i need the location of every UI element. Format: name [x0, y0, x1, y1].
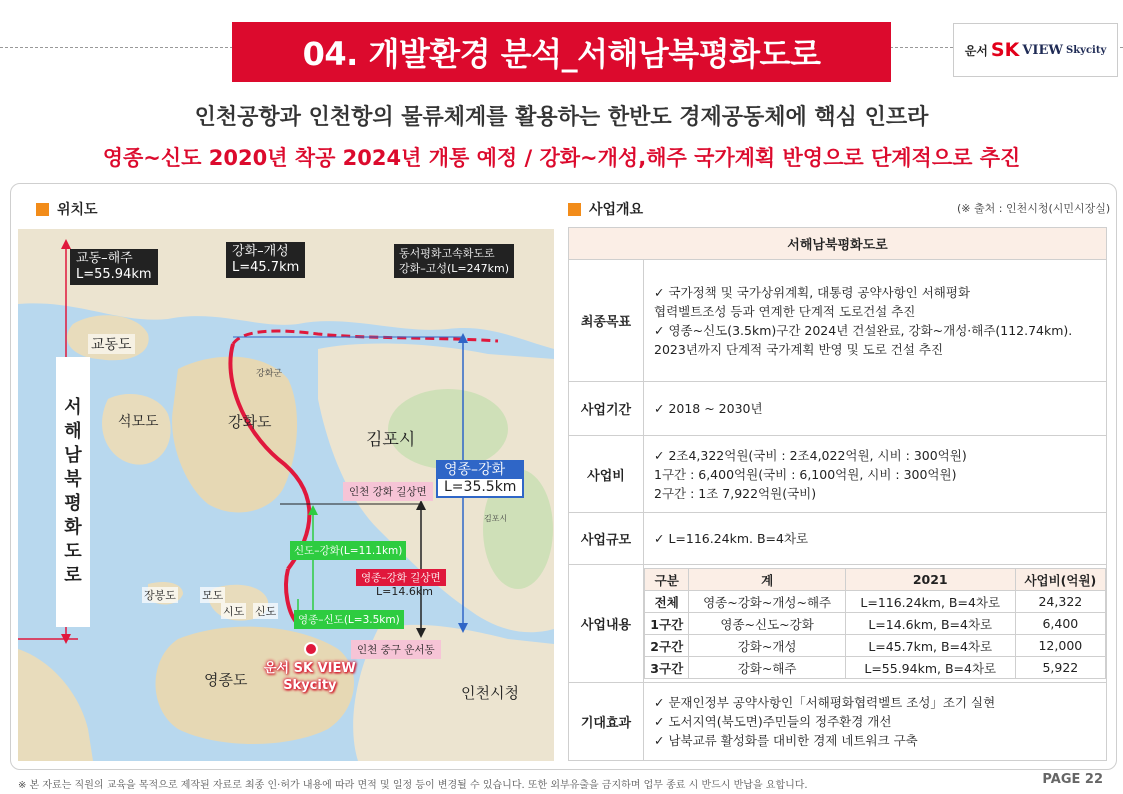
- place-incheon: 인천시청: [461, 684, 519, 702]
- place-sido: 시도: [223, 605, 245, 618]
- page-title: 04. 개발환경 분석_서해남북평화도로: [232, 22, 891, 82]
- place-ganghwado: 강화도: [228, 413, 272, 431]
- overview-section-label: [568, 199, 643, 219]
- label-yeongjong-ganghwa-gilsang: 영종–강화 길상면: [356, 569, 446, 586]
- brand-logo: [953, 23, 1118, 77]
- row-cost: [569, 436, 1107, 513]
- place-seongmodo: 석모도: [118, 414, 159, 430]
- place-gimpo: 김포시: [366, 430, 416, 450]
- table-row: 3구간 강화~해주 L=55.94km, B=4차로 5,922: [645, 657, 1106, 679]
- page-number: PAGE 22: [1042, 772, 1103, 787]
- footer-disclaimer: ※ 본 자료는 직원의 교육을 목적으로 제작된 자료로 최종 인·허가 내용에 따라 면적 및 일정 등이 변경될 수 있습니다. 또한 외부유출을 금지하며 업무 종료 시 반드시 반납을 요합니다.: [18, 780, 808, 791]
- row-content: [569, 565, 1107, 683]
- table-row: 1구간 영종~신도~강화 L=14.6km, B=4차로 6,400: [645, 613, 1106, 635]
- place-gyodongdo: 교동도: [88, 334, 135, 354]
- site-marker-icon[interactable]: [305, 643, 317, 655]
- location-section-label: [36, 199, 98, 219]
- label-east-west-highway: 동서평화고속화도로 강화–고성(L=247km): [394, 244, 514, 278]
- row-scale-content: ✓ L=116.24km. B=4차로: [644, 513, 1107, 565]
- orange-square-icon: [568, 203, 581, 216]
- source-note: (※ 출처 : 인천시청(시민시장실): [957, 202, 1111, 215]
- logo-prefix: 운서: [964, 43, 988, 58]
- sections-header-cell: 계: [689, 569, 845, 591]
- row-goal: [569, 260, 1107, 382]
- row-scale-label: 사업규모: [569, 513, 644, 565]
- orange-square-icon: [36, 203, 49, 216]
- sections-header-cell: 2021: [845, 569, 1015, 591]
- logo-view: VIEW: [1022, 42, 1063, 58]
- label-sindo-ganghwa: 신도–강화(L=11.1km): [290, 541, 406, 560]
- label-l14-6km: L=14.6km: [376, 585, 433, 598]
- row-goal-content: ✓ 국가정책 및 국가상위계획, 대통령 공약사항인 서해평화 협력벨트조성 등과 연계한 단계적 도로건설 추진 ✓ 영종~신도(3.5km)구간 2024년 건설완료, 강화~개성·해주(112.74km). 2023년까지 단계적 국가계획 반영 및 도로 건설 추진: [644, 260, 1107, 382]
- row-content-label: 사업내용: [569, 565, 644, 683]
- row-period-label: 사업기간: [569, 382, 644, 436]
- row-cost-label: 사업비: [569, 436, 644, 513]
- row-cost-content: ✓ 2조4,322억원(국비 : 2조4,022억원, 시비 : 300억원) 1구간 : 6,400억원(국비 : 6,100억원, 시비 : 300억원) 2구간 : 1조 7,922억원(국비): [644, 436, 1107, 513]
- place-gimpo-small: 김포시: [484, 514, 508, 523]
- vertical-west-sea-label: 서 해 남 북 평 화 도 로: [56, 357, 90, 627]
- location-label-text: 위치도: [57, 202, 98, 218]
- project-sections-table: [644, 568, 1106, 679]
- label-incheon-junggu-unseo: 인천 중구 운서동: [351, 640, 441, 659]
- row-goal-label: 최종목표: [569, 260, 644, 382]
- place-modo: 모도: [202, 589, 224, 602]
- subtitle-main: 인천공항과 인천항의 물류체계를 활용하는 한반도 경제공동체에 핵심 인프라: [194, 105, 929, 130]
- place-yeongjongdo: 영종도: [204, 671, 248, 689]
- label-gyodong-haeju: 교동–해주 L=55.94km: [70, 249, 158, 285]
- place-sindo: 신도: [255, 605, 277, 618]
- row-period: [569, 382, 1107, 436]
- table-row: 2구간 강화~개성 L=45.7km, B=4차로 12,000: [645, 635, 1106, 657]
- logo-sk: SK: [990, 39, 1020, 61]
- overview-table: [568, 227, 1107, 761]
- place-ganghwa-gun: 강화군: [256, 369, 283, 379]
- label-incheon-ganghwa-gilsang: 인천 강화 길상면: [343, 482, 433, 501]
- label-yeongjong-sindo: 영종–신도(L=3.5km): [294, 610, 404, 629]
- label-yeongjong-ganghwa: 영종–강화 L=35.5km: [436, 460, 524, 498]
- place-jangbongdo: 장봉도: [144, 589, 176, 602]
- location-map[interactable]: [18, 229, 554, 761]
- row-effect: [569, 683, 1107, 761]
- row-content-table-cell: [644, 565, 1107, 683]
- subtitle-highlight: 영종~신도 2020년 착공 2024년 개통 예정 / 강화~개성,해주 국가계획 반영으로 단계적으로 추진: [102, 146, 1021, 170]
- row-period-content: ✓ 2018 ~ 2030년: [644, 382, 1107, 436]
- sections-header-row: [645, 569, 1106, 591]
- row-effect-label: 기대효과: [569, 683, 644, 761]
- overview-label-text: 사업개요: [589, 202, 644, 218]
- sections-header-cell: 구분: [645, 569, 689, 591]
- table-row: 전체 영종~강화~개성~해주 L=116.24km, B=4차로 24,322: [645, 591, 1106, 613]
- overview-table-title: 서해남북평화도로: [569, 228, 1107, 260]
- label-ganghwa-gaeseong: 강화–개성 L=45.7km: [226, 242, 305, 278]
- sections-header-cell: 사업비(억원): [1015, 569, 1105, 591]
- row-scale: [569, 513, 1107, 565]
- row-effect-content: ✓ 문재인정부 공약사항인「서해평화협력벨트 조성」조기 실현 ✓ 도서지역(북도면)주민들의 정주환경 개선 ✓ 남북교류 활성화를 대비한 경제 네트워크 구축: [644, 683, 1107, 761]
- logo-skycity: Skycity: [1066, 44, 1107, 56]
- site-label: 운서 SK VIEW Skycity: [264, 661, 356, 693]
